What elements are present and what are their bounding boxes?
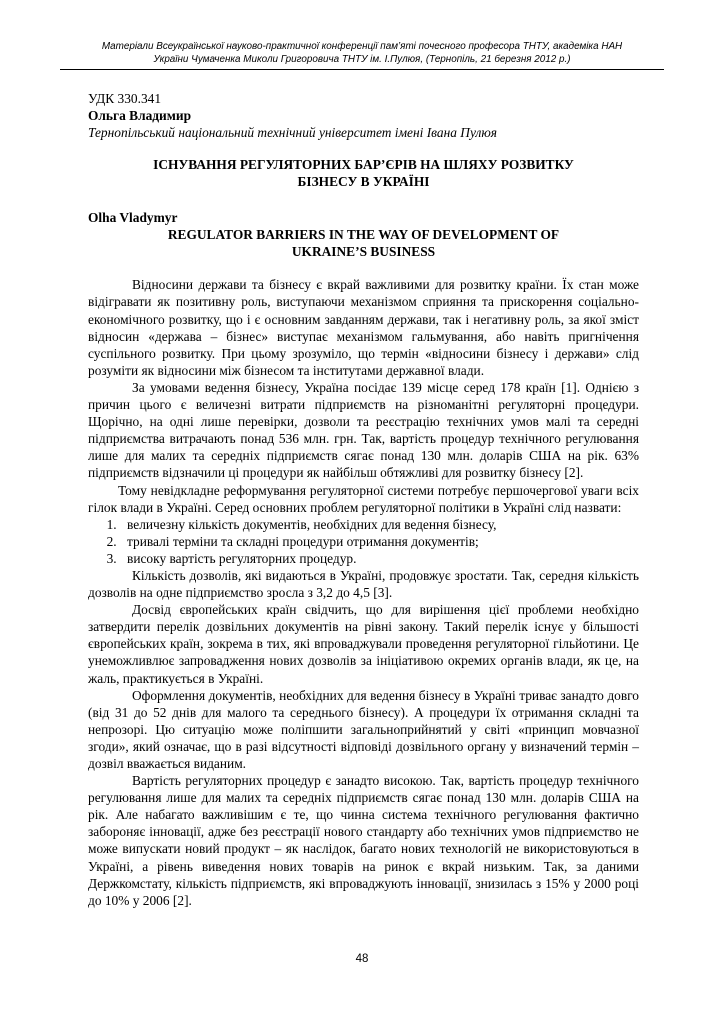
paragraph: Досвід європейських країн свідчить, що для вирішення цієї проблеми необхідно затвердити перелік дозвільних документів на рівні закону. Такий перелік існує у більшості європейських країн, зокрема в тих, які впроваджували проведення регуляторної гільйотини. Це унеможливлює запровадження нових дозволів за ініціативою окремих органів влади, як це, на жаль, практикується в Україні. xyxy=(88,602,639,686)
problems-list xyxy=(88,516,639,567)
article-body xyxy=(88,90,639,909)
running-header xyxy=(60,40,664,70)
paragraph: Тому невідкладне реформування регуляторної системи потребує першочергової уваги всіх гілок влади в Україні. Серед основних проблем регуляторної політики в Україні слід назвати: xyxy=(88,482,639,515)
list-item: 3. високу вартість регуляторних процедур. xyxy=(120,550,639,567)
page-number: 48 xyxy=(355,953,369,965)
paragraph: Оформлення документів, необхідних для ведення бізнесу в Україні триває занадто довго (від 31 до 52 днів для малого та середнього бізнесу). А процедури їх отримання складні та непрозорі. Цю ситуацію може поліпшити загальноприйнятий у світі «принцип мовчазної згоди», який означає, що в разі відсутності відповіді дозвільного органу у визначений термін – дозвіл вважається виданим. xyxy=(88,687,639,771)
list-item: 1. величезну кількість документів, необхідних для ведення бізнесу, xyxy=(120,516,639,533)
list-item: 2. тривалі терміни та складні процедури отримання документів; xyxy=(120,533,639,550)
article-meta xyxy=(88,90,639,141)
article-title-en xyxy=(88,226,639,260)
header-line-1: Матеріали Всеукраїнської науково-практичної конференції пам’яті почесного професора ТНТУ, академіка НАН xyxy=(101,41,623,52)
paragraph: Вартість регуляторних процедур є занадто високою. Так, вартість процедур технічного регулювання лише для малих та середніх підприємств сягає понад 130 млн. доларів США на рік. Але набагато важливішим є те, що чинна система технічного регулювання фактично забороняє інновації, адже без реєстрації нового стандарту або технічних умов підприємство не може випускати новий продукт – як наслідок, багато нових технологій не використовуються в Україні, а рівень виведення нових товарів на ринок є вкрай низьким. Так, за даними Держкомстату, кількість підприємств, які впроваджують інновації, знизилась з 15% у 2000 році до 10% у 2006 [2]. xyxy=(88,773,639,908)
paragraph: За умовами ведення бізнесу, Україна посідає 139 місце серед 178 країн [1]. Однією з причин цього є величезні витрати підприємств на різноманітні регуляторні процедури. Щорічно, на одні лише перевірки, дозволи та реєстрацію технічних умов малі та середні підприємства витрачають понад 536 млн. грн. Так, вартість процедур технічного регулювання лише для малих та середніх підприємств сягає понад 130 млн. доларів США на рік. 63% підприємств відзначили ці процедури як найбільш обтяжливі для розвитку бізнесу [2]. xyxy=(88,379,639,481)
author-name: Ольга Владимир xyxy=(88,108,192,124)
title-uk-line-2: БІЗНЕСУ В УКРАЇНІ xyxy=(297,174,430,190)
title-en-line-2: UKRAINE’S BUSINESS xyxy=(291,244,436,260)
article-title-uk xyxy=(88,156,639,190)
author-name-en: Olha Vladymyr xyxy=(88,210,178,226)
title-en-line-1: REGULATOR BARRIERS IN THE WAY OF DEVELOPMENT OF xyxy=(167,227,560,243)
paragraph: Кількість дозволів, які видаються в Україні, продовжує зростати. Так, середня кількість дозволів на одне підприємство зросла з 3,2 до 4,5 [3]. xyxy=(88,567,639,601)
paragraph: Відносини держави та бізнесу є вкрай важливими для розвитку країни. Їх стан може відігравати як позитивну роль, виступаючи механізмом сприяння та прискорення соціально-економічного розвитку, що і є основним завданням держави, так і негативну роль, за якої зміст відносин «держава – бізнес» виступає механізмом гальмування, або навіть пригнічення суспільного розвитку. При цьому зрозуміло, що термін «відносини бізнесу і держави» слід розуміти як відносини між бізнесом та інститутами державної влади. xyxy=(88,277,639,378)
header-line-2: України Чумаченка Миколи Григоровича ТНТУ ім. І.Пулюя, (Тернопіль, 21 березня 2012 р.) xyxy=(153,54,571,65)
udk-code: УДК 330.341 xyxy=(88,91,162,106)
title-uk-line-1: ІСНУВАННЯ РЕГУЛЯТОРНИХ БАР’ЄРІВ НА ШЛЯХУ РОЗВИТКУ xyxy=(153,157,574,173)
author-affiliation: Тернопільський національний технічний університет імені Івана Пулюя xyxy=(88,125,498,141)
